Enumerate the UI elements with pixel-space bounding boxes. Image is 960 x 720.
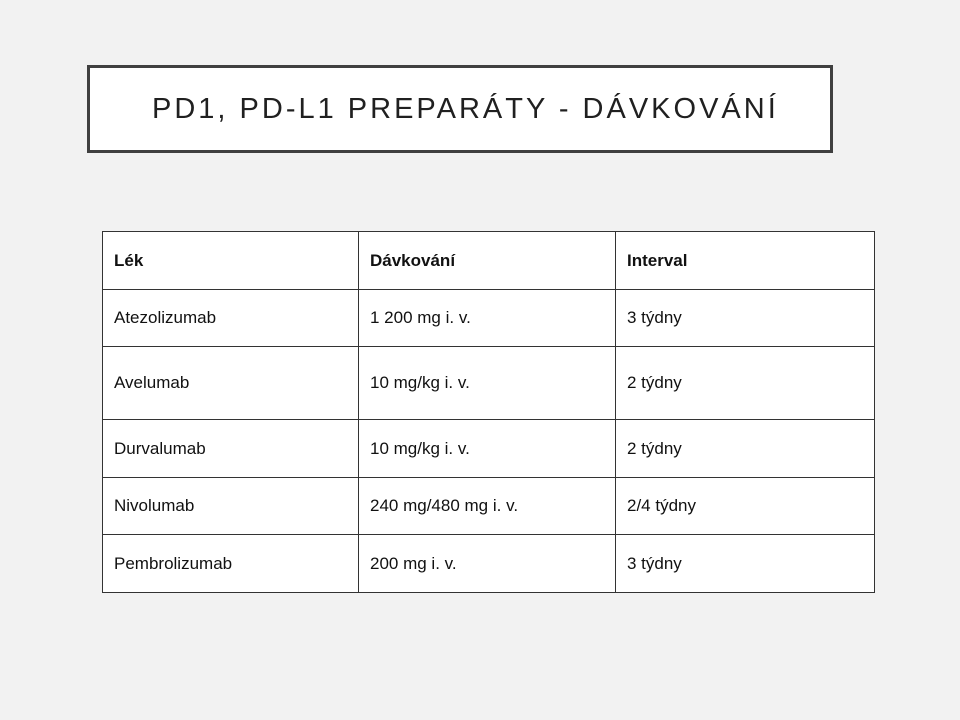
cell-drug: Avelumab	[103, 347, 359, 420]
cell-interval: 3 týdny	[616, 535, 875, 593]
cell-dosage: 10 mg/kg i. v.	[359, 347, 616, 420]
cell-dosage: 200 mg i. v.	[359, 535, 616, 593]
table-header-row	[103, 232, 875, 290]
cell-drug: Durvalumab	[103, 420, 359, 478]
cell-drug: Pembrolizumab	[103, 535, 359, 593]
cell-dosage: 1 200 mg i. v.	[359, 290, 616, 347]
cell-drug: Nivolumab	[103, 478, 359, 535]
slide-title-box	[87, 65, 833, 153]
table-row	[103, 478, 875, 535]
cell-interval: 2/4 týdny	[616, 478, 875, 535]
cell-interval: 2 týdny	[616, 420, 875, 478]
cell-drug: Atezolizumab	[103, 290, 359, 347]
cell-interval: 3 týdny	[616, 290, 875, 347]
table-row	[103, 290, 875, 347]
dosing-table	[102, 231, 875, 593]
header-drug: Lék	[103, 232, 359, 290]
header-interval: Interval	[616, 232, 875, 290]
table-row	[103, 535, 875, 593]
cell-dosage: 10 mg/kg i. v.	[359, 420, 616, 478]
header-dosage: Dávkování	[359, 232, 616, 290]
slide-title: PD1, PD-L1 PREPARÁTY - DÁVKOVÁNÍ	[152, 92, 779, 125]
table-row	[103, 420, 875, 478]
cell-interval: 2 týdny	[616, 347, 875, 420]
table-row	[103, 347, 875, 420]
cell-dosage: 240 mg/480 mg i. v.	[359, 478, 616, 535]
